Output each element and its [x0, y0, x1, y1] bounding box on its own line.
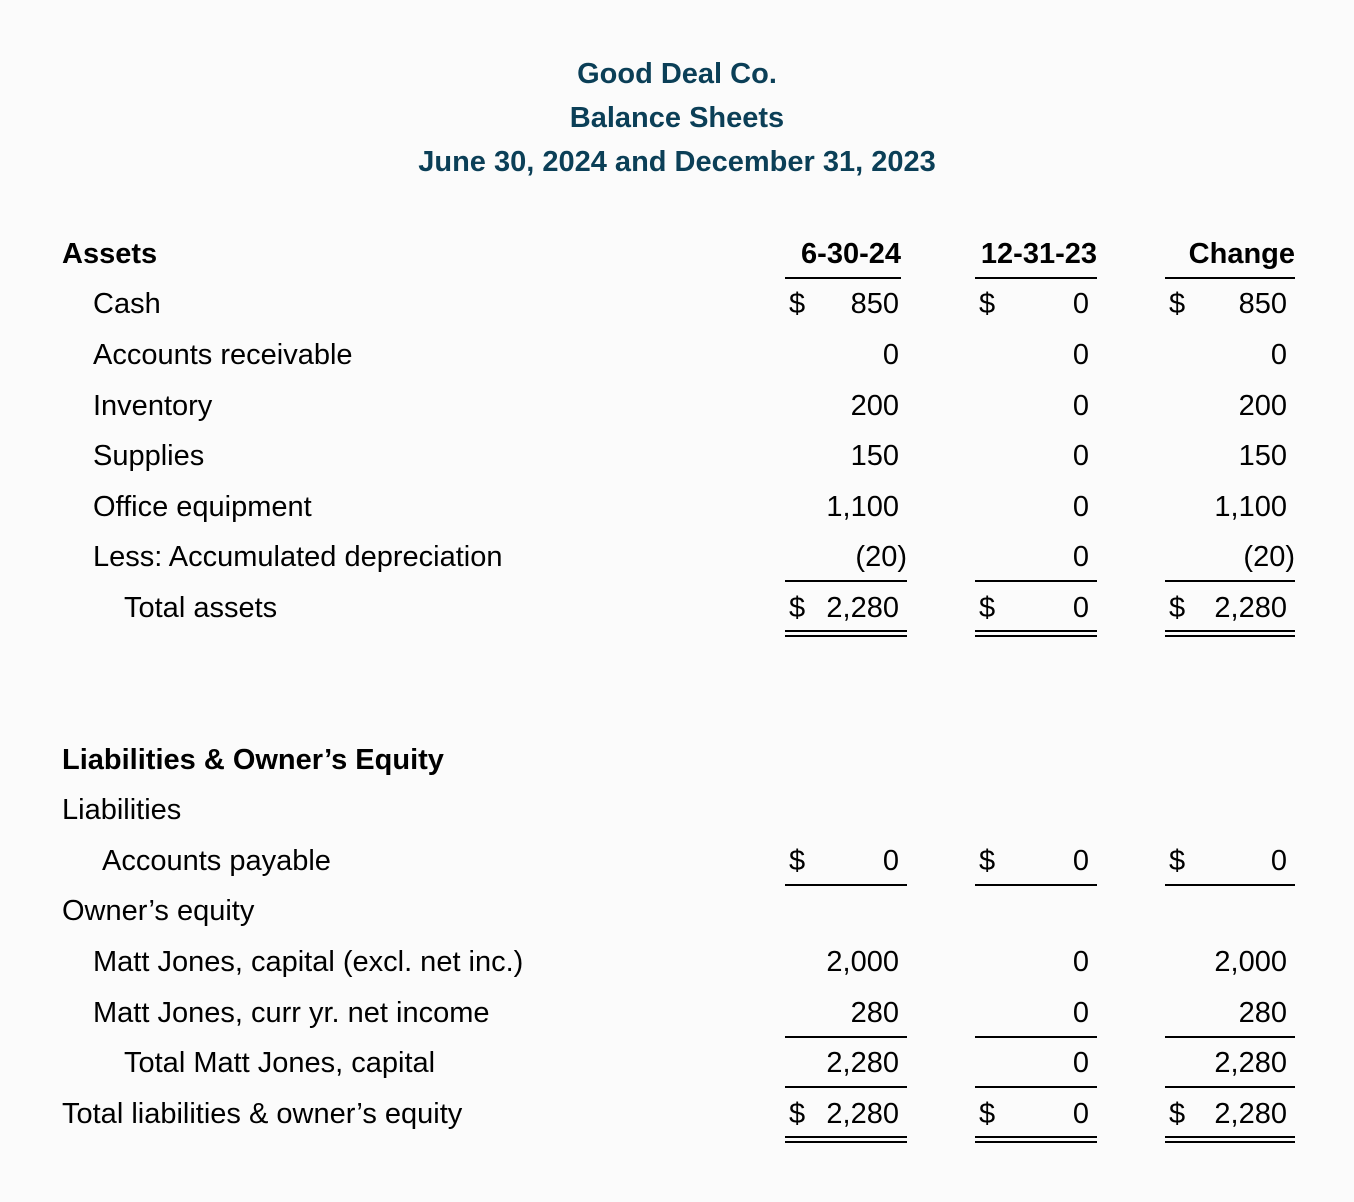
table-row — [0, 381, 1354, 431]
statement-title: Balance Sheets — [569, 102, 785, 134]
row-label: Inventory — [93, 390, 213, 422]
value-12-31-23: 0 — [1072, 339, 1089, 371]
value-12-31-23: 0 — [1072, 997, 1089, 1029]
value-12-31-23: 0 — [1072, 390, 1089, 422]
assets-heading: Assets — [62, 238, 158, 270]
table-row — [0, 431, 1354, 481]
value-change: 150 — [1238, 440, 1287, 472]
row-label: Accounts payable — [102, 845, 331, 877]
currency-symbol: $ — [1169, 845, 1186, 877]
liabilities-equity-heading-row — [0, 735, 1354, 785]
value-change: 280 — [1238, 997, 1287, 1029]
value-6-30-24: 280 — [850, 997, 899, 1029]
value-6-30-24: 0 — [882, 339, 899, 371]
owners-equity-subheading-row — [0, 886, 1354, 936]
value-6-30-24: 0 — [882, 845, 899, 877]
value-6-30-24: 2,280 — [826, 1047, 899, 1079]
currency-symbol: $ — [1169, 288, 1186, 320]
table-row — [0, 330, 1354, 380]
value-change: 2,280 — [1214, 1098, 1287, 1130]
table-row — [0, 836, 1354, 886]
liabilities-subheading-row — [0, 785, 1354, 835]
value-6-30-24: 850 — [850, 288, 899, 320]
value-12-31-23: 0 — [1072, 1047, 1089, 1079]
value-change: 0 — [1270, 845, 1287, 877]
table-row — [0, 937, 1354, 987]
row-label: Accounts receivable — [93, 339, 353, 371]
currency-symbol: $ — [979, 592, 996, 624]
value-6-30-24: (20) — [855, 541, 907, 573]
value-6-30-24: 2,000 — [826, 946, 899, 978]
value-change: 0 — [1270, 339, 1287, 371]
assets-header-row — [0, 229, 1354, 279]
total-assets-row — [0, 583, 1354, 633]
row-label: Matt Jones, curr yr. net income — [93, 997, 490, 1029]
value-12-31-23: 0 — [1072, 1098, 1089, 1130]
value-change: 1,100 — [1214, 491, 1287, 523]
column-header-12-31-23: 12-31-23 — [975, 229, 1097, 279]
value-6-30-24: 2,280 — [826, 592, 899, 624]
currency-symbol: $ — [979, 288, 996, 320]
statement-dates: June 30, 2024 and December 31, 2023 — [418, 146, 936, 178]
value-12-31-23: 0 — [1072, 288, 1089, 320]
table-row — [0, 988, 1354, 1038]
value-6-30-24: 1,100 — [826, 491, 899, 523]
table-row — [0, 1038, 1354, 1088]
row-label: Office equipment — [93, 491, 312, 523]
row-label: Total liabilities & owner’s equity — [62, 1098, 463, 1130]
currency-symbol: $ — [1169, 592, 1186, 624]
currency-symbol: $ — [1169, 1098, 1186, 1130]
table-row — [0, 279, 1354, 329]
value-6-30-24: 200 — [850, 390, 899, 422]
value-12-31-23: 0 — [1072, 946, 1089, 978]
value-12-31-23: 0 — [1072, 541, 1089, 573]
company-name: Good Deal Co. — [577, 58, 777, 90]
value-12-31-23: 0 — [1072, 845, 1089, 877]
currency-symbol: $ — [789, 592, 806, 624]
value-12-31-23: 0 — [1072, 491, 1089, 523]
value-change: 2,280 — [1214, 592, 1287, 624]
statement-header — [0, 52, 1354, 184]
liabilities-subheading: Liabilities — [62, 794, 182, 826]
column-header-6-30-24: 6-30-24 — [785, 229, 901, 279]
value-change: 850 — [1238, 288, 1287, 320]
owners-equity-subheading: Owner’s equity — [62, 895, 255, 927]
currency-symbol: $ — [789, 288, 806, 320]
value-change: 2,280 — [1214, 1047, 1287, 1079]
row-label: Less: Accumulated depreciation — [93, 541, 503, 573]
table-row — [0, 482, 1354, 532]
currency-symbol: $ — [979, 1098, 996, 1130]
column-header-change: Change — [1165, 229, 1295, 279]
row-label: Supplies — [93, 440, 205, 472]
value-change: 200 — [1238, 390, 1287, 422]
currency-symbol: $ — [979, 845, 996, 877]
row-label: Total assets — [124, 592, 278, 624]
total-liabilities-equity-row — [0, 1089, 1354, 1139]
value-change: 2,000 — [1214, 946, 1287, 978]
currency-symbol: $ — [789, 845, 806, 877]
value-6-30-24: 150 — [850, 440, 899, 472]
value-12-31-23: 0 — [1072, 440, 1089, 472]
row-label: Matt Jones, capital (excl. net inc.) — [93, 946, 524, 978]
value-change: (20) — [1243, 541, 1295, 573]
value-12-31-23: 0 — [1072, 592, 1089, 624]
row-label: Cash — [93, 288, 161, 320]
liabilities-equity-heading: Liabilities & Owner’s Equity — [62, 744, 444, 776]
currency-symbol: $ — [789, 1098, 806, 1130]
value-6-30-24: 2,280 — [826, 1098, 899, 1130]
row-label: Total Matt Jones, capital — [124, 1047, 436, 1079]
table-row — [0, 532, 1354, 582]
